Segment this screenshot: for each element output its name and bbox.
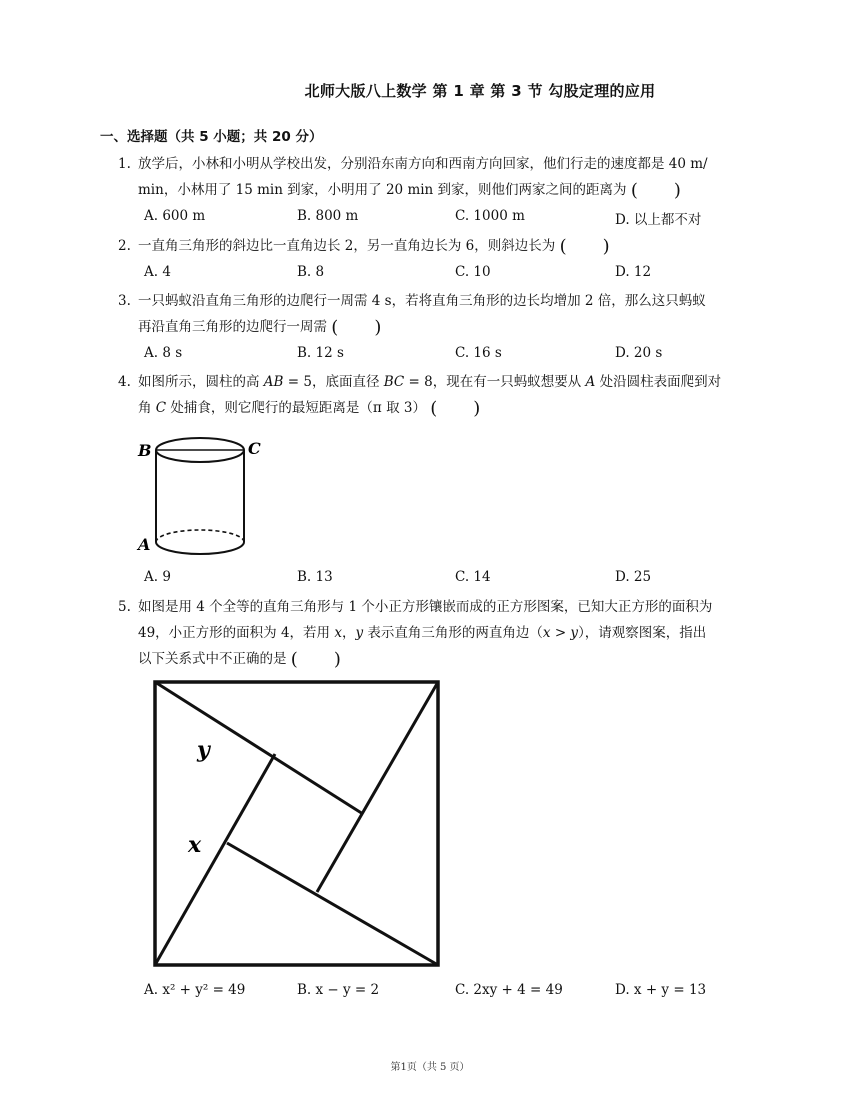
answer-blank[interactable]: ( ) [331,317,382,338]
triangle-line [155,682,363,814]
label-y: y [197,737,210,763]
option-c[interactable]: C. 10 [455,264,491,280]
question-text: 放学后，小林和小明从学校出发，分别沿东南方向和西南方向回家，他们行走的速度都是 40 m/ [138,156,708,172]
cylinder-bottom-front [156,542,244,554]
option-c[interactable]: C. 2xy + 4 = 49 [455,982,563,998]
option-a[interactable]: A. 9 [144,569,171,585]
option-b[interactable]: B. 13 [297,569,333,585]
math-var: y [355,625,364,641]
option-d[interactable]: D. 25 [615,569,652,585]
question-text: 一直角三角形的斜边比一直角边长 2，另一直角边长为 6，则斜边长为 [138,238,556,254]
question-text: 处捕食，则它爬行的最短距离是（π 取 3） [166,400,426,416]
option-c[interactable]: C. 14 [455,569,491,585]
label-a: A [138,535,151,554]
math-var: A [585,374,596,390]
question-1 [118,151,768,204]
label-c: C [248,439,261,458]
option-d[interactable]: D. 12 [615,264,652,280]
question-3 [118,288,768,341]
answer-blank[interactable]: ( ) [630,180,681,201]
option-b[interactable]: B. 8 [297,264,325,280]
cylinder-bottom-back [156,530,244,542]
question-text: 表示直角三角形的两直角边（ [363,625,543,641]
question-text: ， [341,625,356,641]
math-var: AB [263,374,284,390]
option-b[interactable]: B. x − y = 2 [297,982,380,998]
page-title: 北师大版八上数学 第 1 章 第 3 节 勾股定理的应用 [304,82,656,100]
option-d[interactable]: D. 20 s [615,345,663,361]
question-text: 如图是用 4 个全等的直角三角形与 1 个小正方形镶嵌而成的正方形图案，已知大正方形的面积为 [138,599,713,615]
math-var: BC [383,374,405,390]
page-footer: 第1页（共 5 页） [390,1062,470,1073]
triangle-line [317,682,438,892]
cylinder-figure [134,432,274,572]
option-a[interactable]: A. x² + y² = 49 [144,982,246,998]
question-number: 3. [118,293,131,309]
option-a[interactable]: A. 600 m [144,208,206,224]
question-4 [118,369,768,422]
options-q2 [144,264,764,286]
options-q4 [144,569,764,591]
options-q3 [144,345,764,367]
option-c[interactable]: C. 1000 m [455,208,525,224]
question-5 [118,594,768,673]
options-q5 [144,982,764,1004]
pinwheel-square-figure [150,674,450,974]
question-number: 1. [118,156,131,172]
option-a[interactable]: A. 4 [144,264,171,280]
question-number: 2. [118,238,131,254]
answer-blank[interactable]: ( ) [430,398,481,419]
answer-blank[interactable]: ( ) [559,236,610,257]
math-var: x [334,625,342,641]
question-text: 一只蚂蚁沿直角三角形的边爬行一周需 4 s，若将直角三角形的边长均增加 2 倍，那么这只蚂蚁 [138,293,706,309]
section-heading: 一、选择题（共 5 小题；共 20 分） [100,129,323,145]
question-text: ），请观察图案，指出 [578,625,707,641]
option-b[interactable]: B. 12 s [297,345,344,361]
option-c[interactable]: C. 16 s [455,345,502,361]
question-number: 5. [118,599,131,615]
option-d[interactable]: D. 以上都不对 [615,212,702,228]
answer-blank[interactable]: ( ) [290,649,341,670]
option-d[interactable]: D. x + y = 13 [615,982,707,998]
option-b[interactable]: B. 800 m [297,208,359,224]
question-text: 处沿圆柱表面爬到对 [595,374,722,390]
question-text: 如图所示，圆柱的高 [138,374,264,390]
question-text: 49，小正方形的面积为 4，若用 [138,625,335,641]
math-var: C [155,400,167,416]
triangle-line [227,843,438,965]
question-text: 以下关系式中不正确的是 [138,651,287,667]
options-q1 [144,208,764,230]
label-x: x [188,832,202,858]
math-condition: x > y [542,625,579,641]
question-text: = 5，底面直径 [283,374,384,390]
question-text: = 8，现在有一只蚂蚁想要从 [404,374,586,390]
label-b: B [138,441,152,460]
question-number: 4. [118,374,131,390]
outer-square [155,682,438,965]
option-a[interactable]: A. 8 s [144,345,183,361]
question-2 [118,233,768,260]
question-text: 再沿直角三角形的边爬行一周需 [138,319,327,335]
question-text: 角 [138,400,156,416]
question-text: min，小林用了 15 min 到家，小明用了 20 min 到家，则他们两家之间的距离为 [138,182,627,198]
